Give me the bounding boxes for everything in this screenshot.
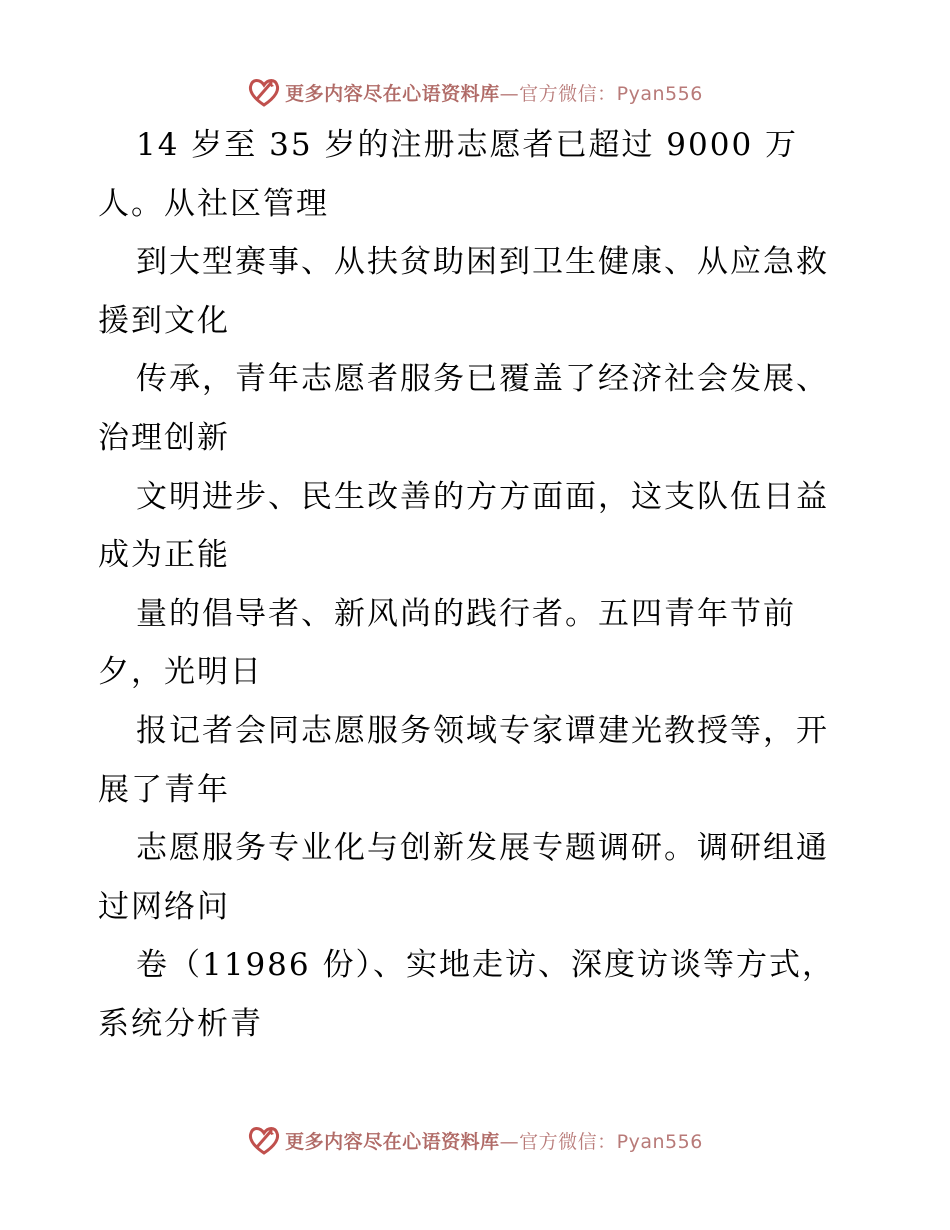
body-line: 成为正能 [98,537,230,574]
watermark-text [285,1127,703,1154]
footer-watermark [0,1120,950,1160]
body-line: 量的倡导者、新风尚的践行者。五四青年节前 [136,595,796,632]
watermark-text [285,79,703,106]
watermark-prefix: 更多内容尽在心语资料库 [285,82,500,105]
body-line: 人。从社区管理 [98,185,329,222]
body-line: 系统分析青 [98,1005,263,1042]
body-line: 文明进步、民生改善的方方面面，这支队伍日益 [136,478,829,515]
watermark-suffix: —官方微信：Pyan556 [499,1130,703,1153]
watermark-prefix: 更多内容尽在心语资料库 [285,1130,500,1153]
body-line: 夕，光明日 [98,654,263,691]
header-watermark [0,72,950,112]
body-line: 志愿服务专业化与创新发展专题调研。调研组通 [136,830,829,867]
body-line: 治理创新 [98,419,230,456]
watermark-suffix: —官方微信：Pyan556 [499,82,703,105]
heart-pen-logo-icon [247,75,281,109]
heart-pen-logo-icon [247,1123,281,1157]
body-line: 卷（11986 份）、实地走访、深度访谈等方式， [136,947,835,984]
document-body [98,116,858,1054]
body-line: 传承，青年志愿者服务已覆盖了经济社会发展、 [136,361,829,398]
body-line: 展了青年 [98,771,230,808]
body-line: 援到文化 [98,302,230,339]
body-line: 到大型赛事、从扶贫助困到卫生健康、从应急救 [136,244,829,281]
body-line: 过网络问 [98,888,230,925]
body-line: 14 岁至 35 岁的注册志愿者已超过 9000 万 [136,127,799,163]
body-line: 报记者会同志愿服务领域专家谭建光教授等，开 [136,712,829,749]
